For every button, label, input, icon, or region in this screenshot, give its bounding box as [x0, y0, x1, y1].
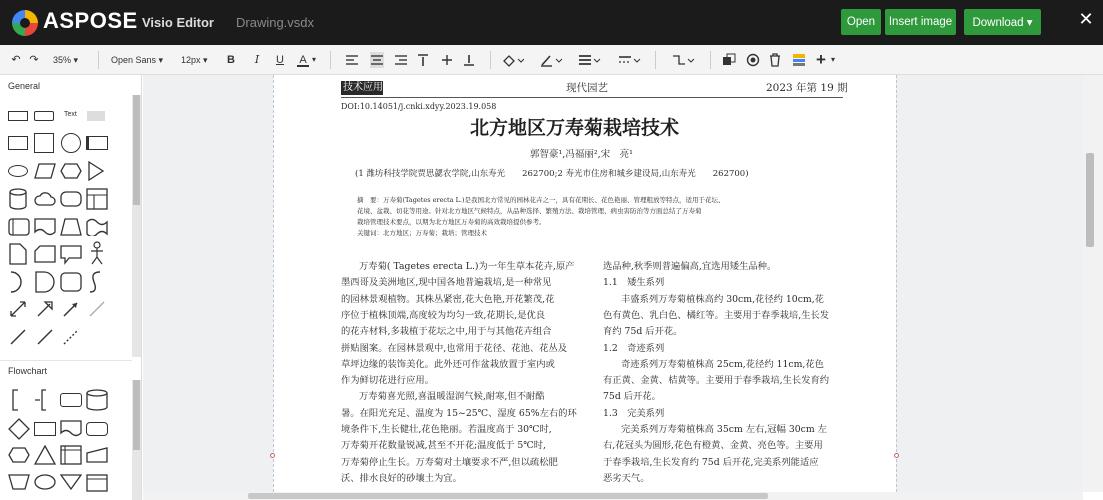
doc-text-line: 万寿菊喜光照,喜温暖湿润气候,耐寒,但不耐酷	[359, 391, 545, 403]
delay-shape[interactable]	[35, 271, 55, 293]
shapes-panel	[0, 75, 142, 500]
document-shape[interactable]	[9, 243, 27, 265]
zoom-value: 35%	[53, 55, 72, 65]
font-size-value: 12px	[181, 55, 201, 65]
doc-text-line: 暑。在阳光充足、温度为 15~25℃、湿度 65%左右的环	[341, 407, 577, 419]
fill-color-icon[interactable]	[502, 53, 524, 67]
redo-icon[interactable]: ↷	[29, 54, 39, 66]
doc-doi: DOI:10.14051/j.cnki.xdyy.2023.19.058	[341, 102, 497, 111]
flow-process-shape[interactable]	[34, 422, 56, 436]
delete-icon[interactable]	[769, 53, 781, 67]
bold-button[interactable]: B	[227, 54, 235, 66]
font-family-value: Open Sans	[111, 55, 157, 65]
doc-text-line: 1.3 完美系列	[603, 407, 665, 419]
doc-affiliation: (1 潍坊科技学院贾思勰农学院,山东寿光 262700;2 寿光市住房和城乡建设局,山东寿光 262700)	[355, 169, 749, 179]
flow-document-shape[interactable]	[60, 420, 82, 438]
doc-text-line: 沃、排水良好的砂壤土为宜。	[341, 472, 462, 484]
bidirectional-arrow-icon[interactable]	[8, 299, 28, 319]
doc-title: 北方地区万寿菊栽培技术	[470, 117, 680, 139]
doc-text-line: 万寿菊( Tagetes erecta L.)为一年生草本花卉,原产	[359, 261, 575, 272]
wave-shape[interactable]	[86, 218, 108, 236]
doc-text-line: 万寿菊开花数量锐减,甚至不开花;温度低于 5℃时,	[341, 440, 546, 452]
line-icon[interactable]	[35, 327, 55, 347]
rectangle-shape[interactable]	[8, 111, 28, 121]
doc-text-line: 的花卉材料,多栽植于花坛之中,用于与其他花卉组合	[341, 326, 552, 338]
add-icon[interactable]: +	[816, 50, 826, 69]
formatting-toolbar	[0, 45, 1103, 75]
doc-text-line: 选品种,秋季则普遍偏高,宜选用矮生品种。	[603, 261, 777, 272]
panel-scrollbar[interactable]	[132, 95, 141, 357]
toolbar-divider	[490, 51, 491, 69]
doc-text-line: 奇迹系列万寿菊植株高 25cm,花径约 11cm,花色	[621, 358, 824, 370]
annotation-shape[interactable]	[34, 389, 58, 411]
curve-shape[interactable]	[88, 271, 104, 293]
doc-text-line: 有正黄、金黄、桔黄等。主要用于春季栽培,生长发育约	[603, 375, 830, 387]
decision-shape[interactable]	[8, 418, 30, 440]
line-icon[interactable]	[8, 327, 28, 347]
section-title-general[interactable]: General	[8, 81, 41, 91]
panel-divider	[0, 360, 132, 361]
preparation-shape[interactable]	[8, 447, 30, 463]
tape-shape[interactable]	[34, 218, 56, 236]
product-name: Visio Editor	[142, 15, 214, 30]
doc-issue: 2023 年第 19 期	[766, 82, 848, 94]
display-shape[interactable]	[86, 474, 108, 492]
doc-journal-name: 现代园艺	[566, 82, 608, 94]
toolbar-divider	[655, 51, 656, 69]
horizontal-scrollbar-thumb[interactable]	[248, 493, 768, 499]
align-left-icon[interactable]	[345, 54, 359, 66]
hexagon-shape[interactable]	[60, 163, 82, 179]
chevron-down-icon[interactable]: ▾	[830, 55, 835, 64]
align-top-icon[interactable]	[417, 54, 429, 66]
note-shape[interactable]	[86, 108, 106, 124]
zoom-select[interactable]: 35% ▾	[53, 55, 79, 65]
layers-icon[interactable]	[792, 53, 806, 67]
resize-handle[interactable]	[270, 453, 275, 458]
internal-storage-shape[interactable]	[60, 445, 82, 465]
doc-text-line: 75d 后开花。	[603, 391, 661, 403]
line-color-icon[interactable]	[540, 53, 564, 67]
font-size-select[interactable]: 12px ▾	[181, 55, 208, 65]
doc-text-line: 万寿菊停止生长。万寿菊对土壤要求不严,但以疏松肥	[341, 456, 558, 468]
vertical-scrollbar[interactable]	[1083, 75, 1103, 492]
underline-button[interactable]: U	[276, 54, 284, 66]
dotted-line-icon[interactable]	[61, 327, 81, 347]
merge-shape[interactable]	[60, 474, 82, 490]
doc-text-line: 丰盛系列万寿菊植株高约 30cm,花径约 10cm,花	[621, 293, 824, 305]
doc-text-line: 的园林景观植物。其株丛紧密,花大色艳,开花繁茂,花	[341, 293, 555, 305]
parallelogram-shape[interactable]	[34, 163, 56, 179]
align-bottom-icon[interactable]	[463, 54, 475, 66]
undo-icon[interactable]: ↶	[11, 54, 21, 66]
text-shape[interactable]: Text	[64, 111, 77, 118]
close-icon[interactable]: ✕	[1078, 9, 1094, 30]
doc-header-rule	[341, 97, 843, 98]
terminator-shape[interactable]	[60, 393, 82, 407]
line-style-icon[interactable]	[618, 53, 642, 67]
align-right-icon[interactable]	[394, 54, 408, 66]
arrow-icon[interactable]	[35, 299, 55, 319]
bring-to-front-icon[interactable]	[722, 53, 736, 67]
table-shape[interactable]	[86, 188, 108, 210]
callout-shape[interactable]	[60, 245, 82, 265]
manual-input-shape[interactable]	[86, 447, 108, 463]
ellipse-shape[interactable]	[8, 165, 28, 177]
container-shape[interactable]	[8, 218, 30, 236]
italic-button[interactable]: I	[254, 53, 260, 66]
section-title-flowchart[interactable]: Flowchart	[8, 366, 48, 376]
connector-icon[interactable]	[672, 53, 696, 67]
manual-operation-shape[interactable]	[8, 474, 30, 490]
doc-text-line: 栽培管理技术要点，以期为北方地区万寿菊的高效栽培提供参考。	[357, 218, 546, 226]
doc-text-line: 境条件下,生长健壮,花色艳丽。若温度高于 30℃时,	[341, 424, 552, 435]
doc-text-line: 草坪边缘的装饰美化。此外还可作盆栽放置于室内或	[341, 358, 555, 370]
doc-text-line: 育约 75d 后开花。	[603, 326, 683, 338]
send-to-back-icon[interactable]	[746, 53, 760, 67]
bracket-shape[interactable]	[8, 389, 30, 411]
doc-text-line: 1.1 矮生系列	[603, 277, 665, 289]
doc-authors: 郭智豪¹,冯福丽²,宋 亮¹	[530, 149, 633, 160]
insert-image-button[interactable]: Insert image	[885, 9, 956, 35]
aspose-logo-icon	[10, 8, 40, 38]
doc-text-line: 摘 要：万寿菊(Tagetes erecta L.)是我国北方常见的园林花卉之一，具有花期长、花色艳丽、管理粗放等特点，适用于花坛、	[357, 196, 725, 204]
panel-scrollbar[interactable]	[132, 380, 141, 500]
cylinder-shape[interactable]	[9, 188, 27, 210]
doc-text-line: 1.2 奇迹系列	[603, 342, 665, 354]
doc-text-line: 色有黄色、乳白色、橘红等。主要用于春季栽培,生长发	[603, 309, 830, 321]
chevron-down-icon[interactable]: ▾	[311, 55, 316, 64]
circle-shape[interactable]	[61, 133, 81, 153]
page-boundary	[273, 75, 274, 492]
open-button[interactable]: Open	[841, 9, 881, 35]
triangle-shape[interactable]	[87, 161, 105, 181]
rounded-rectangle-shape[interactable]	[34, 111, 54, 121]
brand-name: ASPOSE	[43, 8, 138, 33]
download-button[interactable]: Download ▾	[964, 9, 1041, 35]
app-header	[0, 0, 1103, 45]
doc-text-line: 序位于植株顶端,高度较为均匀一致,花期长,是优良	[341, 309, 546, 321]
process-shape[interactable]	[86, 136, 108, 150]
line-arrow-icon[interactable]	[61, 299, 81, 319]
doc-text-line: 墨西哥及美洲地区,现中国各地普遍栽培,是一种常见	[341, 277, 552, 289]
doc-text-line: 作为鲜切花进行应用。	[341, 375, 434, 387]
file-name[interactable]: Drawing.vsdx	[236, 15, 315, 30]
arc-shape[interactable]	[9, 271, 25, 293]
doc-text-line: 完美系列万寿菊植株高 35cm 左右,冠幅 30cm 左	[621, 424, 827, 435]
font-family-select[interactable]: Open Sans ▾	[111, 55, 164, 65]
alternate-process-shape[interactable]	[86, 422, 108, 436]
resize-handle[interactable]	[894, 453, 899, 458]
font-color-button[interactable]: A	[297, 53, 309, 67]
doc-text-line: 恶劣天气。	[603, 472, 650, 484]
actor-shape[interactable]	[89, 241, 105, 265]
line-weight-icon[interactable]	[578, 53, 602, 67]
rounded-box-shape[interactable]	[60, 191, 82, 207]
toolbar-divider	[710, 51, 711, 69]
doc-text-line: 右,花冠头为圆形,花色有橙黄、金黄、亮色等。主要用	[603, 440, 823, 452]
align-center-icon[interactable]	[370, 52, 384, 68]
extract-shape[interactable]	[34, 445, 56, 465]
doc-text-line: 于春季栽培,生长发育约 75d 后开花,完美系列能适应	[603, 456, 819, 468]
database-shape[interactable]	[86, 389, 108, 411]
toolbar-divider	[330, 51, 331, 69]
vertical-scrollbar-thumb[interactable]	[1086, 153, 1094, 247]
trapezoid-shape[interactable]	[60, 218, 82, 236]
toolbar-divider	[98, 51, 99, 69]
card-shape[interactable]	[34, 245, 56, 263]
doc-section-tag: 技术应用	[343, 82, 383, 93]
line-icon[interactable]	[87, 299, 107, 319]
square-shape[interactable]	[8, 136, 28, 150]
large-square-shape[interactable]	[34, 133, 54, 153]
page-boundary	[896, 75, 897, 492]
align-middle-icon[interactable]	[441, 54, 453, 66]
connector-shape[interactable]	[34, 474, 56, 490]
doc-text-line: 关键词：北方地区；万寿菊；栽培；管理技术	[357, 229, 487, 237]
doc-text-line: 拼贴图案。在园林景观中,也常用于花径、花池、花丛及	[341, 342, 568, 354]
rounded-square-shape[interactable]	[60, 272, 82, 292]
cloud-shape[interactable]	[34, 191, 56, 207]
doc-text-line: 花境、盆栽、切花等用途。针对北方地区气候特点，从品种选择、繁殖方法、栽培管理、病虫害防治等方面总结了万寿菊	[357, 207, 702, 215]
